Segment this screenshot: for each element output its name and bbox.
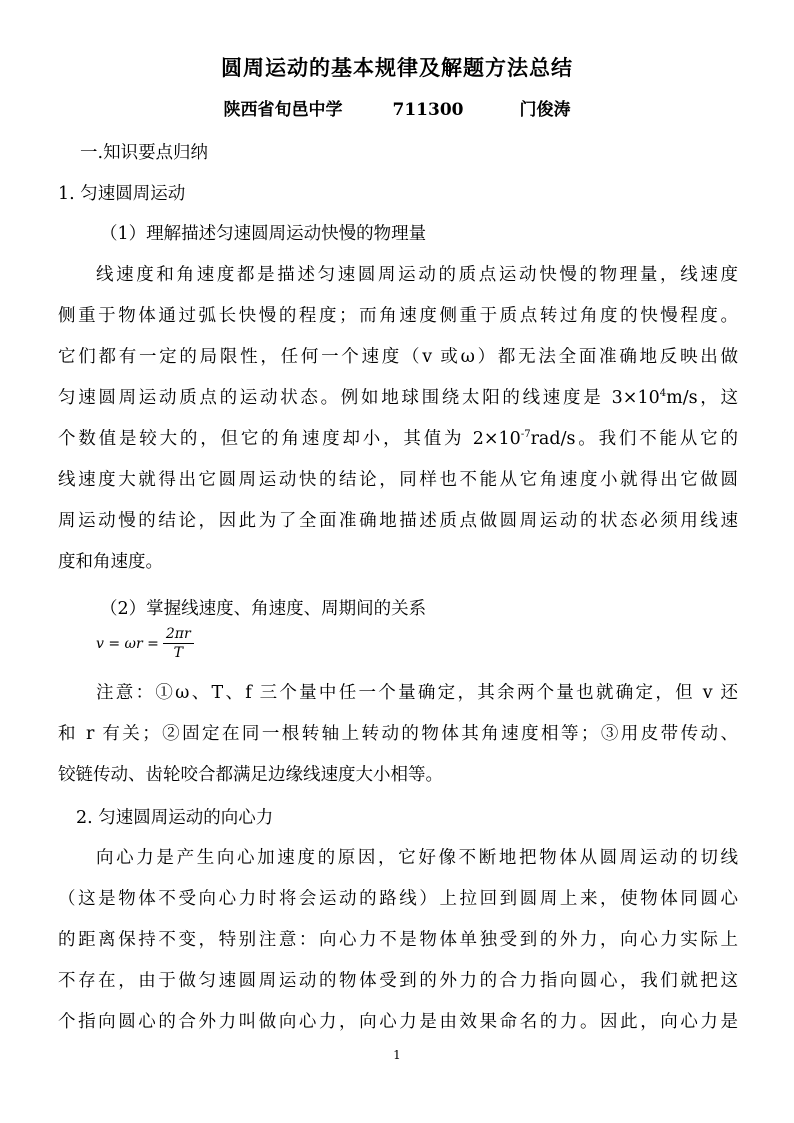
formula-fraction [163, 626, 194, 661]
paragraph-line: 的距离保持不变，特别注意：向心力不是物体单独受到的外力，向心力实际上 [58, 930, 738, 950]
note-line: 注意：①ω、T、f 三个量中任一个量确定，其余两个量也就确定，但 v 还 [96, 683, 738, 703]
item-heading-1: 1. 匀速圆周运动 [58, 184, 186, 204]
text-span: 个数值是较大的，但它的角速度却小，其值为 2×10 [58, 429, 521, 449]
subheading-1: （1）理解描述匀速圆周运动快慢的物理量 [100, 224, 427, 244]
exponent: 4 [659, 388, 667, 400]
paragraph-line: 不存在，由于做匀速圆周运动的物体受到的外力的合力指向圆心，我们就把这 [58, 971, 738, 991]
text-span: m/s，这 [666, 388, 738, 408]
paragraph-line [58, 386, 738, 410]
formula-lhs: v = ωr = [96, 635, 159, 652]
subheading-2: （2）掌握线速度、角速度、周期间的关系 [100, 599, 427, 619]
school-name: 陕西省旬邑中学 [223, 100, 343, 120]
document-title: 圆周运动的基本规律及解题方法总结 [221, 55, 573, 80]
text-span: rad/s。我们不能从它的 [530, 429, 738, 449]
note-line: 铰链传动、齿轮咬合都满足边缘线速度大小相等。 [58, 765, 443, 785]
page-number: 1 [393, 1048, 401, 1062]
paragraph-line: （这是物体不受向心力时将会运动的路线）上拉回到圆周上来，使物体同圆心 [58, 889, 738, 909]
section-heading: 一.知识要点归纳 [80, 143, 209, 163]
paragraph-line: 向心力是产生向心加速度的原因，它好像不断地把物体从圆周运动的切线 [96, 848, 738, 868]
item-heading-2: 2. 匀速圆周运动的向心力 [76, 808, 274, 828]
exponent: -7 [520, 429, 531, 441]
author-line [0, 95, 794, 120]
paragraph-line: 周运动慢的结论，因此为了全面准确地描述质点做圆周运动的状态必须用线速 [58, 511, 738, 531]
velocity-formula [96, 626, 194, 661]
paragraph-line [58, 427, 738, 451]
paragraph-line: 度和角速度。 [58, 552, 163, 572]
paragraph-line: 线速度大就得出它圆周运动快的结论，同样也不能从它角速度小就得出它做圆 [58, 470, 738, 490]
paragraph-line: 个指向圆心的合外力叫做向心力，向心力是由效果命名的力。因此，向心力是 [58, 1012, 738, 1032]
paragraph-line: 它们都有一定的局限性，任何一个速度（v 或ω）都无法全面准确地反映出做 [58, 347, 738, 367]
note-line: 和 r 有关；②固定在同一根转轴上转动的物体其角速度相等；③用皮带传动、 [58, 724, 738, 744]
formula-numerator: 2πr [163, 626, 194, 644]
paragraph-line: 侧重于物体通过弧长快慢的程度；而角速度侧重于质点转过角度的快慢程度。 [58, 306, 738, 326]
paragraph-line: 线速度和角速度都是描述匀速圆周运动的质点运动快慢的物理量，线速度 [96, 265, 738, 285]
author-name: 门俊涛 [519, 100, 571, 120]
formula-denominator: T [173, 645, 183, 661]
postcode: 711300 [392, 100, 464, 120]
text-span: 匀速圆周运动质点的运动状态。例如地球围绕太阳的线速度是 3×10 [58, 388, 660, 408]
